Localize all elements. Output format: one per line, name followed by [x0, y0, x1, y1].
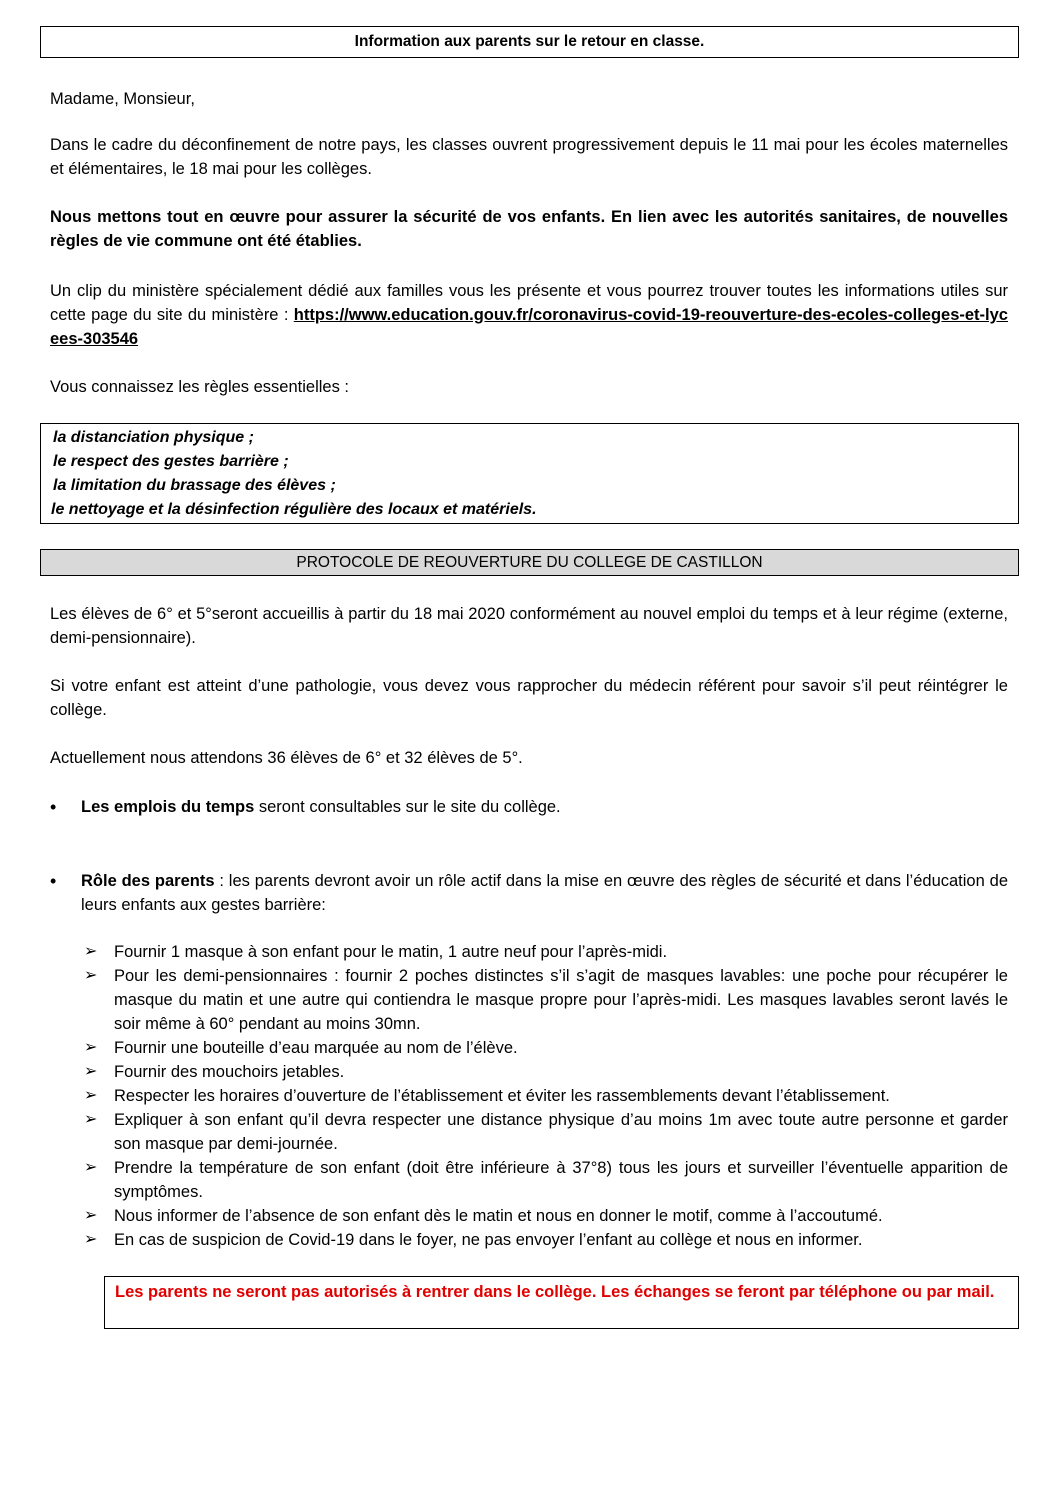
list-item [84, 1204, 1008, 1228]
task-text: Fournir 1 masque à son enfant pour le matin, 1 autre neuf pour l’après-midi. [114, 943, 668, 961]
warning-box [104, 1276, 1019, 1329]
section-title-box [40, 549, 1019, 576]
rule-item: le respect des gestes barrière ; [53, 453, 289, 470]
section-title: PROTOCOLE DE REOUVERTURE DU COLLEGE DE CASTILLON [296, 554, 763, 571]
list-item [84, 1228, 1008, 1252]
parent-tasks-list [84, 940, 1008, 1252]
rule-item: la distanciation physique ; [53, 429, 254, 446]
bullet-parents-role-text: : les parents devront avoir un rôle actif dans la mise en œuvre des règles de sécurité et dans l’éducation de leurs enfants aux gestes barrière: [81, 872, 1008, 914]
warning-text: Les parents ne seront pas autorisés à rentrer dans le collège. Les échanges se feront par téléphone ou par mail. [115, 1283, 995, 1301]
greeting: Madame, Monsieur, [50, 90, 195, 108]
task-text: Pour les demi-pensionnaires : fournir 2 poches distinctes s’il s’agit de masques lavables: une poche pour récupérer le masque du matin et une autre qui contiendra le masque propre pour l’après-midi. Les masques lavables seront lavés le soir même à 60° pendant au moins 30mn. [114, 967, 1008, 1033]
rules-intro: Vous connaissez les règles essentielles : [50, 378, 349, 396]
list-item [84, 1084, 1008, 1108]
ministry-link[interactable]: https://www.education.gouv.fr/coronavirus-covid-19-reouverture-des-ecoles-colleges-et-lycees-303546 [50, 306, 1008, 348]
bullet-icon: • [50, 797, 57, 817]
protocol-paragraph-3: Actuellement nous attendons 36 élèves de 6° et 32 élèves de 5°. [50, 749, 523, 767]
list-item [84, 1108, 1008, 1156]
arrow-icon: ➢ [84, 1111, 98, 1128]
document-title-box [40, 26, 1019, 58]
intro-paragraph-3 [50, 279, 1008, 351]
task-text: Nous informer de l’absence de son enfant dès le matin et nous en donner le motif, comme à l’accoutumé. [114, 1207, 883, 1225]
task-text: Respecter les horaires d’ouverture de l’établissement et éviter les rassemblements devant l’établissement. [114, 1087, 890, 1105]
task-text: Fournir des mouchoirs jetables. [114, 1063, 345, 1081]
bullet-icon: • [50, 871, 57, 891]
list-item [84, 1156, 1008, 1204]
rule-item: la limitation du brassage des élèves ; [53, 477, 336, 494]
rule-item: le nettoyage et la désinfection régulière des locaux et matériels. [51, 501, 537, 518]
bullet-timetables-bold: Les emplois du temps [81, 798, 255, 816]
task-text: Expliquer à son enfant qu’il devra respecter une distance physique d’au moins 1m avec toute autre personne et garder son masque par demi-journée. [114, 1111, 1008, 1153]
task-text: Prendre la température de son enfant (doit être inférieure à 37°8) tous les jours et surveiller l’éventuelle apparition de symptômes. [114, 1159, 1008, 1201]
list-item [84, 1036, 1008, 1060]
bullet-parents-role-bold: Rôle des parents [81, 872, 215, 890]
list-item [84, 1060, 1008, 1084]
list-item [84, 964, 1008, 1036]
intro-paragraph-2: Nous mettons tout en œuvre pour assurer la sécurité de vos enfants. En lien avec les autorités sanitaires, de nouvelles règles de vie commune ont été établies. [50, 208, 1008, 250]
task-text: Fournir une bouteille d’eau marquée au nom de l’élève. [114, 1039, 518, 1057]
arrow-icon: ➢ [84, 1087, 98, 1104]
protocol-paragraph-2: Si votre enfant est atteint d’une pathologie, vous devez vous rapprocher du médecin référent pour savoir s’il peut réintégrer le collège. [50, 677, 1008, 719]
document-title: Information aux parents sur le retour en classe. [354, 33, 705, 50]
task-text: En cas de suspicion de Covid-19 dans le foyer, ne pas envoyer l’enfant au collège et nous en informer. [114, 1231, 863, 1249]
arrow-icon: ➢ [84, 1159, 98, 1176]
ministry-page-text: Un clip du ministère spécialement dédié aux familles vous les présente et vous pourrez trouver toutes les informations utiles sur cette page du site du ministère : [50, 282, 1008, 324]
protocol-paragraph-1: Les élèves de 6° et 5°seront accueillis à partir du 18 mai 2020 conformément au nouvel emploi du temps et à leur régime (externe, demi-pensionnaire). [50, 605, 1008, 647]
rules-box [40, 423, 1019, 524]
intro-paragraph-1: Dans le cadre du déconfinement de notre pays, les classes ouvrent progressivement depuis le 11 mai pour les écoles maternelles et élémentaires, le 18 mai pour les collèges. [50, 136, 1008, 178]
list-item [84, 940, 1008, 964]
bullet-parents-role [50, 869, 1008, 917]
arrow-icon: ➢ [84, 1063, 98, 1080]
arrow-icon: ➢ [84, 967, 98, 984]
arrow-icon: ➢ [84, 943, 98, 960]
bullet-timetables [50, 795, 1008, 819]
arrow-icon: ➢ [84, 1039, 98, 1056]
bullet-timetables-text: seront consultables sur le site du collège. [254, 798, 561, 816]
arrow-icon: ➢ [84, 1207, 98, 1224]
arrow-icon: ➢ [84, 1231, 98, 1248]
